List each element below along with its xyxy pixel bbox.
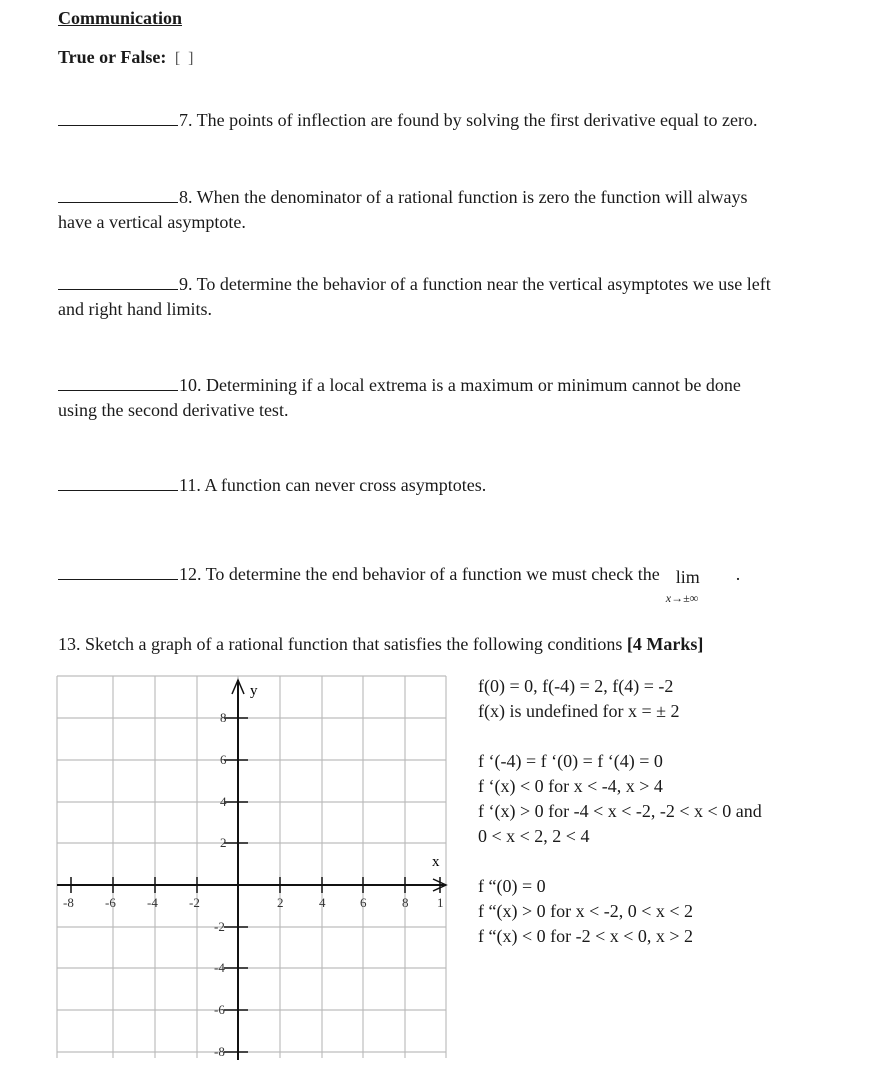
limit-word: lim: [675, 567, 700, 587]
question-13-text: 13. Sketch a graph of a rational function that satisfies the following conditions: [58, 634, 623, 654]
question-13: [58, 634, 703, 655]
condition-9: f “(x) < 0 for -2 < x < 0, x > 2: [478, 926, 694, 946]
condition-6: 0 < x < 2, 2 < 4: [478, 826, 590, 846]
condition-spacer-1: [478, 724, 762, 749]
x-tick-label: 1: [437, 895, 444, 910]
condition-5: f ‘(x) > 0 for -4 < x < -2, -2 < x < 0 and: [478, 801, 762, 821]
x-tick-label: -4: [147, 895, 158, 910]
condition-1: f(0) = 0, f(-4) = 2, f(4) = -2: [478, 676, 674, 696]
answer-blank-12[interactable]: [58, 563, 178, 580]
x-tick-label: -2: [189, 895, 200, 910]
y-tick-label: 8: [220, 710, 227, 725]
x-axis-label: x: [432, 854, 440, 870]
x-tick-label: 2: [277, 895, 284, 910]
graph-grid: [57, 676, 446, 1058]
question-8: [58, 185, 748, 235]
section-title: Communication: [58, 8, 183, 28]
x-tick-label: 4: [319, 895, 326, 910]
answer-blank-7[interactable]: [58, 109, 178, 126]
question-12: [58, 562, 741, 605]
true-false-marks: [ ]: [174, 50, 196, 67]
y-tick-label: -2: [214, 919, 225, 934]
y-tick-label: 6: [220, 752, 227, 767]
y-tick-label: 2: [220, 835, 227, 850]
true-false-heading: [58, 47, 195, 68]
question-11-text: 11. A function can never cross asymptotes.: [179, 475, 487, 495]
graph-axes: [57, 680, 446, 1060]
conditions-list: [478, 674, 762, 949]
question-11: [58, 473, 486, 498]
question-8-text-continued: have a vertical asymptote.: [58, 212, 246, 232]
question-7-text: 7. The points of inflection are found by solving the first derivative equal to zero.: [179, 110, 758, 130]
y-axis-label: y: [250, 683, 258, 699]
x-tick-label: 8: [402, 895, 409, 910]
question-10: [58, 373, 741, 423]
question-9-text: 9. To determine the behavior of a function near the vertical asymptotes we use left: [179, 274, 771, 294]
limit-trailing-period: .: [735, 564, 741, 584]
y-tick-label: -4: [214, 960, 225, 975]
question-12-text: 12. To determine the end behavior of a function we must check the: [179, 564, 660, 584]
question-8-text: 8. When the denominator of a rational function is zero the function will always: [179, 187, 748, 207]
condition-3: f ‘(-4) = f ‘(0) = f ‘(4) = 0: [478, 751, 663, 771]
y-tick-label: 4: [220, 794, 227, 809]
answer-blank-8[interactable]: [58, 186, 178, 203]
question-9: [58, 272, 771, 322]
sketch-graph[interactable]: [50, 672, 460, 1064]
limit-subscript: x→±∞: [665, 591, 699, 605]
question-10-text: 10. Determining if a local extrema is a maximum or minimum cannot be done: [179, 375, 741, 395]
question-13-marks: [4 Marks]: [626, 634, 704, 654]
condition-8: f “(x) > 0 for x < -2, 0 < x < 2: [478, 901, 694, 921]
question-10-text-continued: using the second derivative test.: [58, 400, 289, 420]
answer-blank-9[interactable]: [58, 273, 178, 290]
condition-2: f(x) is undefined for x = ± 2: [478, 701, 680, 721]
y-tick-label: -8: [214, 1044, 225, 1059]
x-tick-label: 6: [360, 895, 367, 910]
condition-7: f “(0) = 0: [478, 876, 546, 896]
question-7: [58, 108, 758, 133]
condition-spacer-2: [478, 849, 762, 874]
question-9-text-continued: and right hand limits.: [58, 299, 212, 319]
true-false-label: True or False:: [58, 47, 167, 67]
x-tick-label: -6: [105, 895, 116, 910]
condition-4: f ‘(x) < 0 for x < -4, x > 4: [478, 776, 663, 796]
answer-blank-10[interactable]: [58, 374, 178, 391]
y-tick-label: -6: [214, 1002, 225, 1017]
x-tick-label: -8: [63, 895, 74, 910]
answer-blank-11[interactable]: [58, 474, 178, 491]
